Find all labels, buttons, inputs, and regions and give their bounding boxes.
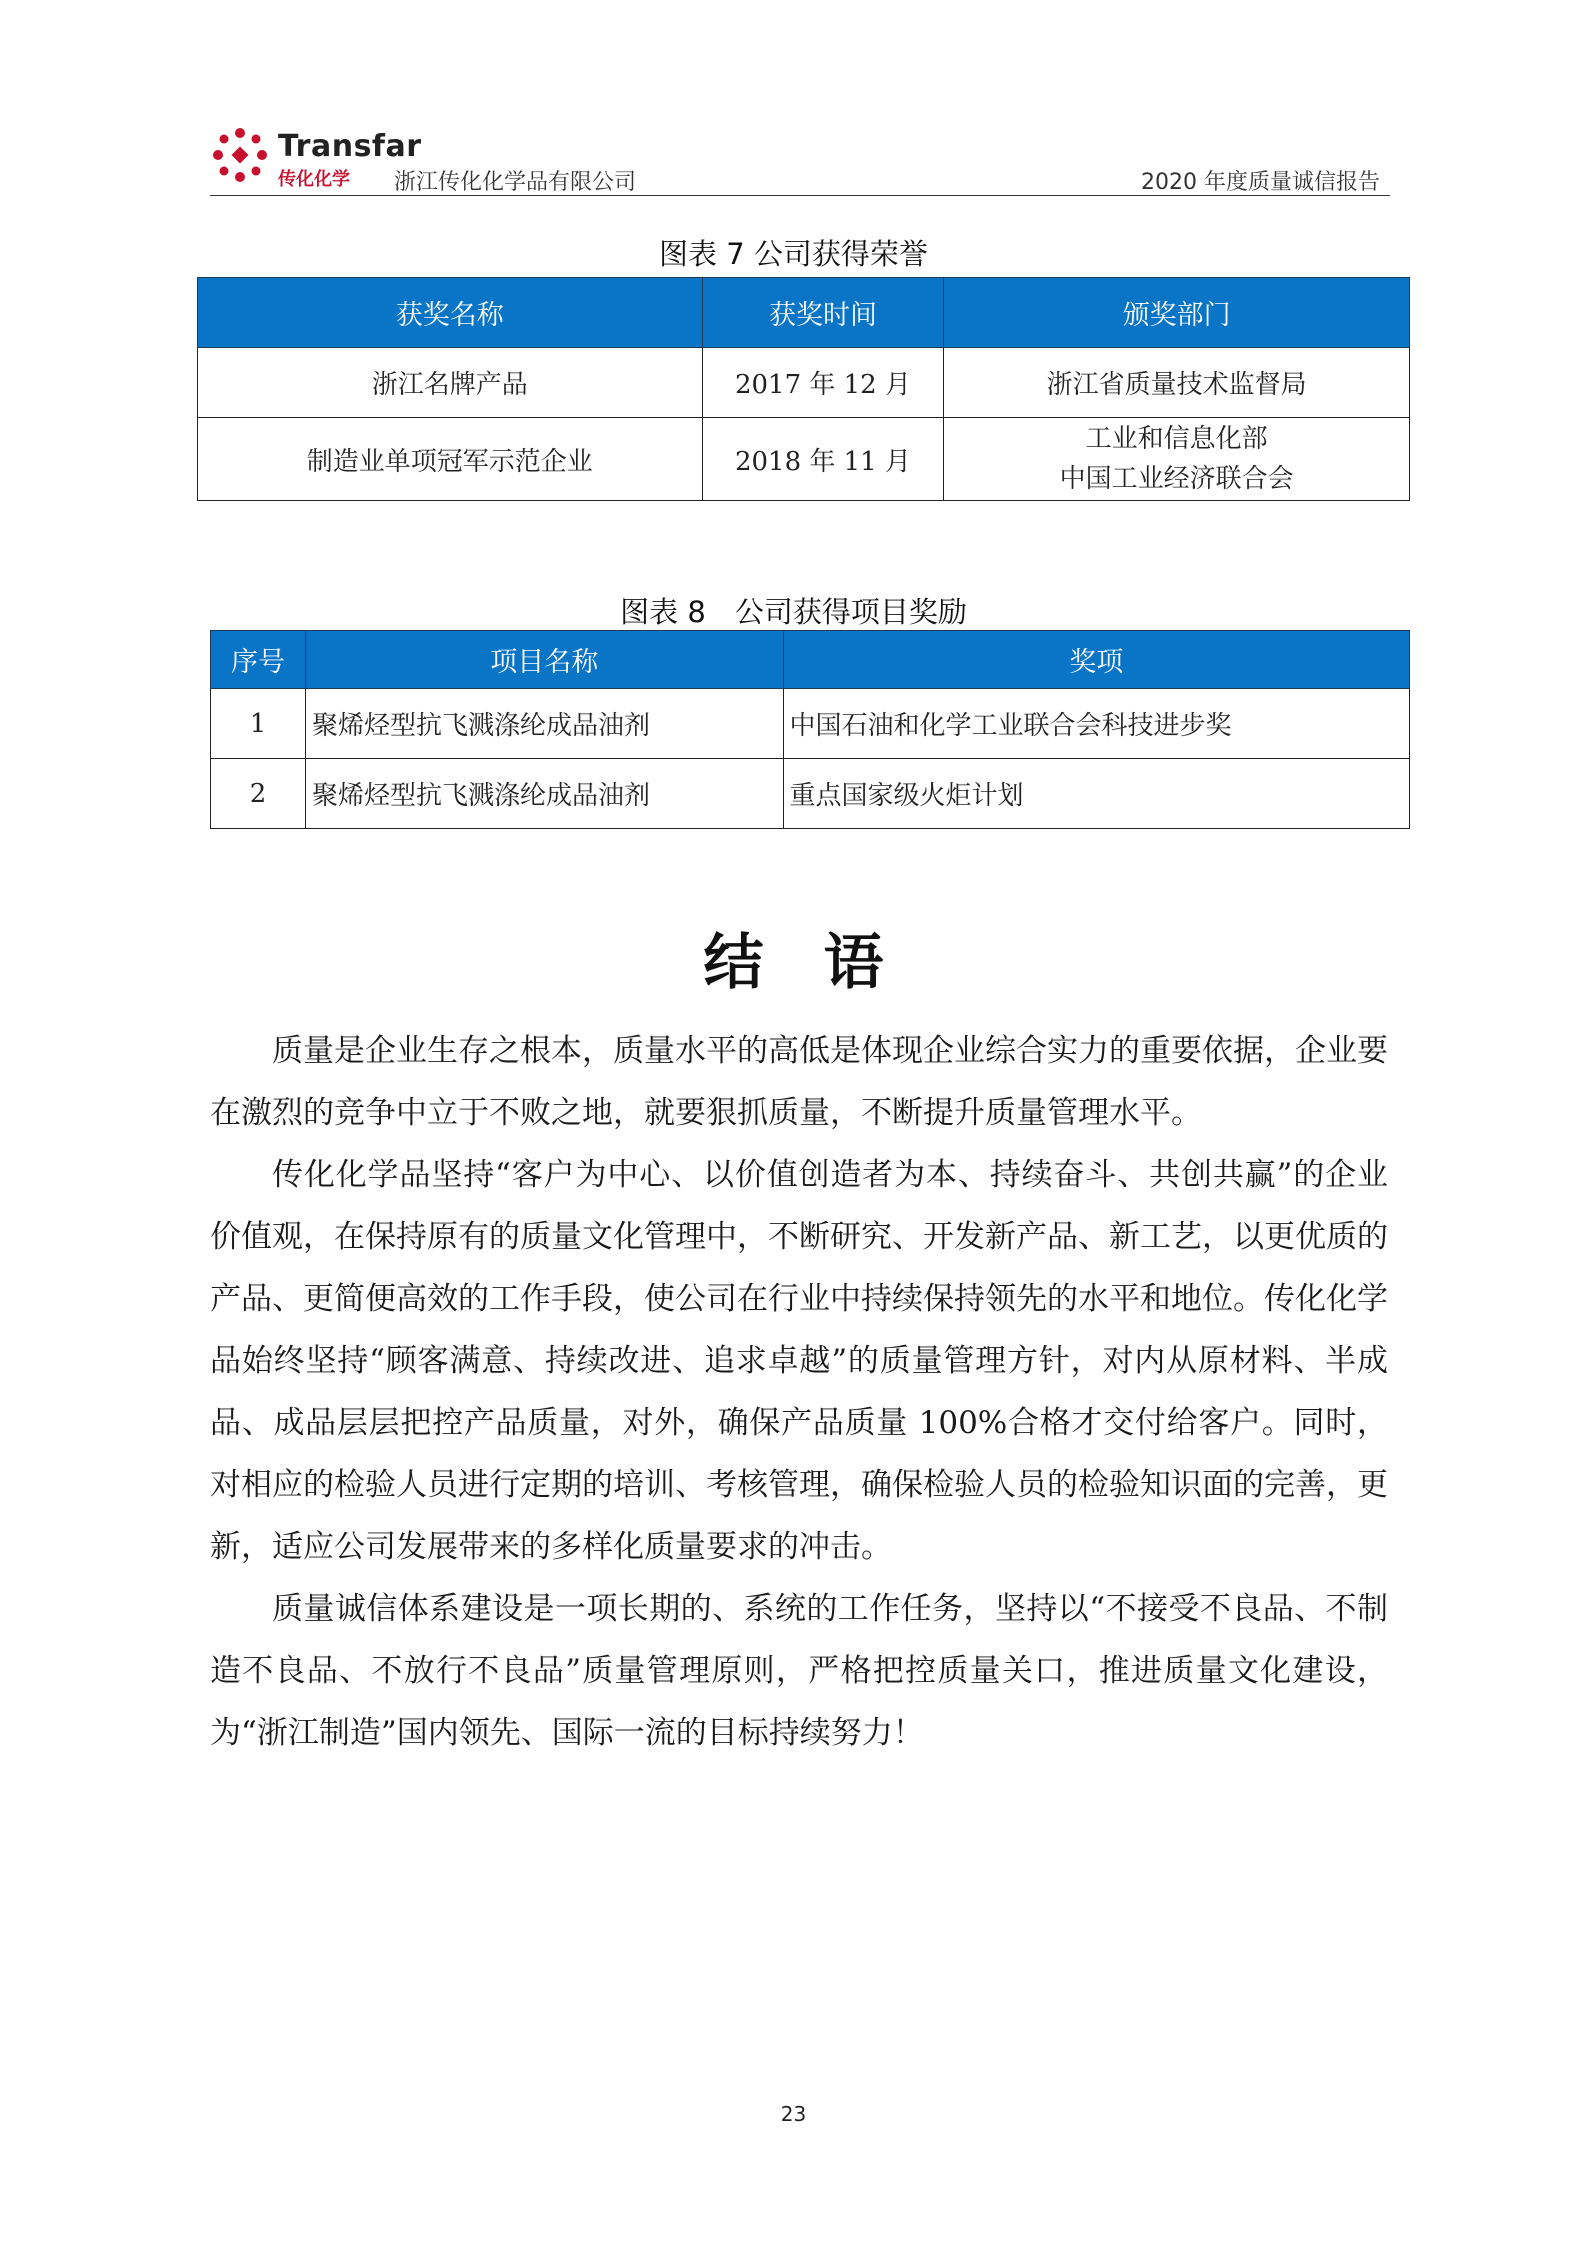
project-name-cell: 聚烯烃型抗飞溅涤纶成品油剂	[305, 759, 783, 829]
dept-line: 工业和信息化部	[1085, 424, 1268, 454]
table8-caption: 图表 8 公司获得项目奖励	[620, 595, 967, 629]
row-number-cell: 2	[211, 759, 306, 829]
column-header: 颁奖部门	[944, 278, 1410, 348]
company-name: 浙江传化化学品有限公司	[394, 170, 637, 195]
transfar-logo-icon	[210, 125, 270, 185]
project-awards-table	[210, 630, 1410, 829]
logo-text-cn: 传化化学	[278, 169, 350, 190]
row-number-cell: 1	[211, 689, 306, 759]
award-cell: 重点国家级火炬计划	[783, 759, 1409, 829]
page-number: 23	[780, 2102, 807, 2126]
award-name-cell: 制造业单项冠军示范企业	[198, 418, 703, 501]
table-row	[198, 418, 1410, 501]
column-header: 获奖名称	[198, 278, 703, 348]
table-row	[198, 348, 1410, 418]
table-header-row	[198, 278, 1410, 348]
award-dept-cell	[944, 418, 1410, 501]
honors-table	[197, 277, 1410, 501]
column-header: 获奖时间	[702, 278, 944, 348]
column-header: 奖项	[783, 631, 1409, 689]
award-time-cell: 2017 年 12 月	[702, 348, 944, 418]
table7-caption: 图表 7 公司获得荣誉	[659, 237, 928, 271]
paragraph: 传化化学品坚持“客户为中心、以价值创造者为本、持续奋斗、共创共赢”的企业价值观，在保持原有的质量文化管理中，不断研究、开发新产品、新工艺，以更优质的产品、更简便高效的工作手段，使公司在行业中持续保持领先的水平和地位。传化化学品始终坚持“顾客满意、持续改进、追求卓越”的质量管理方针，对内从原材料、半成品、成品层层把控产品质量，对外，确保产品质量 100%合格才交付给客户。同时，对相应的检验人员进行定期的培训、考核管理，确保检验人员的检验知识面的完善，更新，适应公司发展带来的多样化质量要求的冲击。	[210, 1157, 1388, 1565]
award-time-cell: 2018 年 11 月	[702, 418, 944, 501]
project-name-cell: 聚烯烃型抗飞溅涤纶成品油剂	[305, 689, 783, 759]
paragraph: 质量诚信体系建设是一项长期的、系统的工作任务，坚持以“不接受不良品、不制造不良品、不放行不良品”质量管理原则，严格把控质量关口，推进质量文化建设，为“浙江制造”国内领先、国际一流的目标持续努力！	[210, 1591, 1388, 1751]
award-cell: 中国石油和化学工业联合会科技进步奖	[783, 689, 1409, 759]
dept-line: 中国工业经济联合会	[1059, 464, 1294, 494]
table-row	[211, 689, 1410, 759]
table-header-row	[211, 631, 1410, 689]
report-title: 2020 年度质量诚信报告	[1141, 170, 1380, 195]
page-header	[210, 115, 1390, 196]
paragraph: 质量是企业生存之根本，质量水平的高低是体现企业综合实力的重要依据，企业要在激烈的竞争中立于不败之地，就要狠抓质量，不断提升质量管理水平。	[210, 1033, 1388, 1131]
award-dept-cell: 浙江省质量技术监督局	[944, 348, 1410, 418]
conclusion-title: 结语	[703, 928, 944, 998]
award-name-cell: 浙江名牌产品	[198, 348, 703, 418]
column-header: 序号	[211, 631, 306, 689]
logo-text-en: Transfar	[278, 129, 422, 164]
conclusion-body	[210, 1020, 1388, 1764]
table-row	[211, 759, 1410, 829]
column-header: 项目名称	[305, 631, 783, 689]
